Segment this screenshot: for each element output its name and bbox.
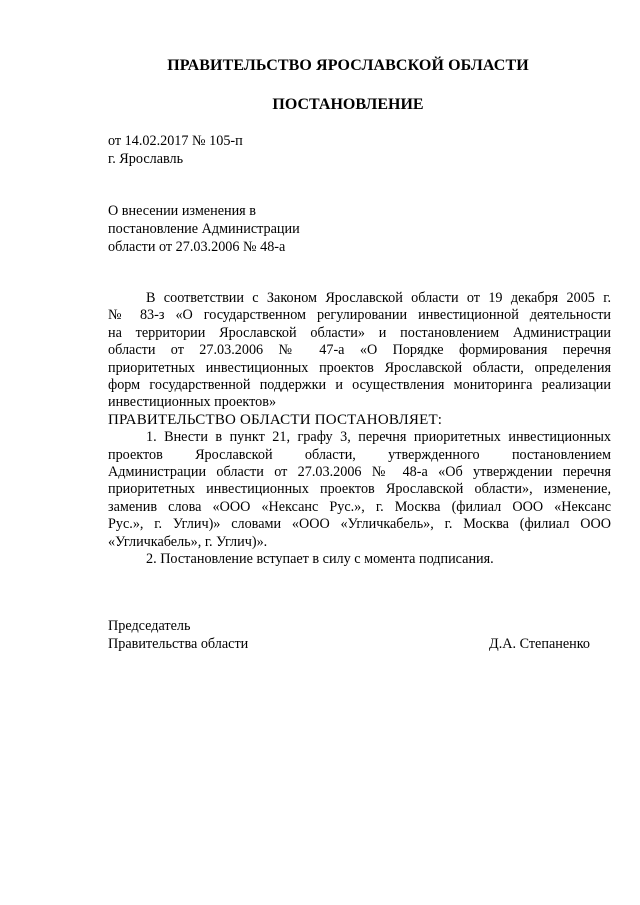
preamble-paragraph [108,290,611,412]
text-line: приоритетных инвестиционных проектов Ярославской области», изменение, [108,481,611,498]
item-1-paragraph [108,429,611,551]
city: г. Ярославль [108,151,184,167]
text-line: ПРАВИТЕЛЬСТВО ОБЛАСТИ ПОСТАНОВЛЯЕТ: [108,411,443,428]
text-line: В соответствии с Законом Ярославской области от 19 декабря 2005 г. [146,290,611,306]
document-type-title: ПОСТАНОВЛЕНИЕ [272,96,424,113]
subject-line: области от 27.03.2006 № 48-а [108,239,286,255]
government-title: ПРАВИТЕЛЬСТВО ЯРОСЛАВСКОЙ ОБЛАСТИ [167,57,529,74]
document-subject [108,202,300,256]
resolves-line [108,412,611,429]
subject-line: постановление Администрации [108,221,300,237]
signature-row [108,635,590,653]
text-line: Рус.», г. Углич)» словами «ООО «Угличкабель», г. Москва (филиал ООО [108,516,611,533]
text-line: 1. Внести в пункт 21, графу 3, перечня приоритетных инвестиционных [146,429,611,446]
text-line: заменив слова «ООО «Нексанс Рус.», г. Москва (филиал ООО «Нексанс [108,498,611,515]
signer-position-line: Председатель [108,618,191,634]
text-line: области от 27.03.2006 № 47-а «О Порядке формирования перечня [108,342,611,359]
text-line: инвестиционных проектов» [108,394,277,411]
signature-block [108,617,590,653]
signer-position-line: Правительства области [108,636,249,652]
item-2-paragraph [108,551,611,568]
text-line: № 83-з «О государственном регулировании инвестиционной деятельности [108,307,611,324]
date-number: от 14.02.2017 № 105-п [108,133,243,149]
text-line: проектов Ярославской области, утвержденного постановлением [108,446,611,463]
document-meta [108,132,243,168]
text-line: форм государственной поддержки и осуществления мониторинга реализации [108,377,611,394]
text-line: «Угличкабель», г. Углич)». [108,533,268,550]
document-body [108,290,611,569]
text-line: 2. Постановление вступает в силу с момента подписания. [146,551,494,568]
text-line: на территории Ярославской области» и постановлением Администрации [108,324,611,341]
text-line: приоритетных инвестиционных проектов Ярославской области, определения [108,359,611,376]
signer-name: Д.А. Степаненко [489,636,590,652]
text-line: Администрации области от 27.03.2006 № 48-а «Об утверждении перечня [108,464,611,481]
subject-line: О внесении изменения в [108,203,256,219]
